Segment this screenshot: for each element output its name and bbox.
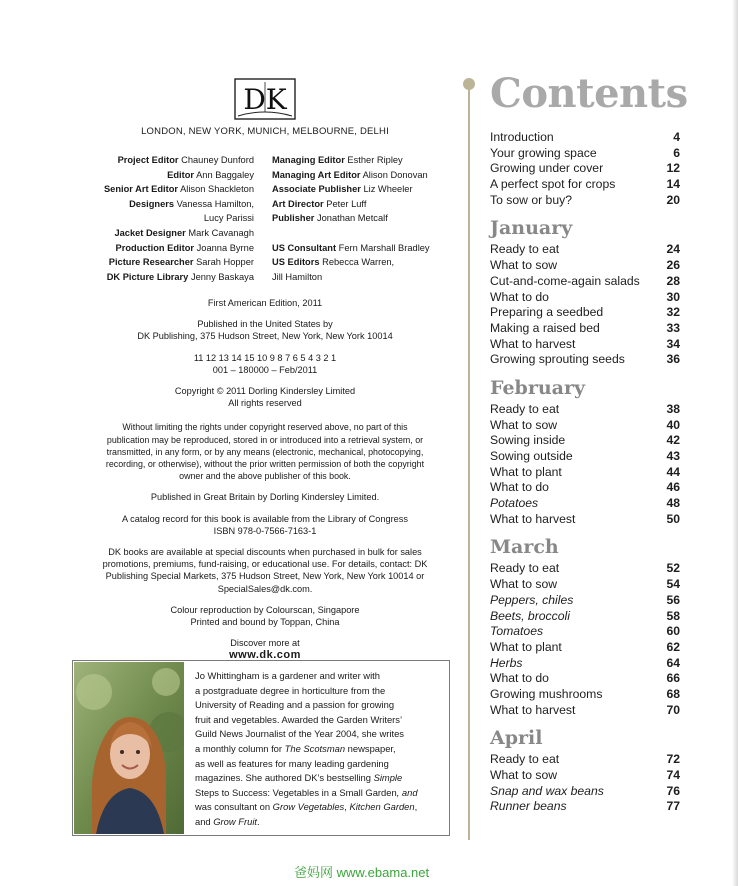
toc-entry-label: What to sow (490, 768, 558, 782)
credit-line (72, 270, 254, 285)
credit-name: Sarah Hopper (196, 257, 254, 268)
bio-title: Kitchen Garden (349, 801, 415, 813)
toc-entry[interactable] (490, 752, 680, 768)
credit-line (272, 226, 462, 241)
copyright-notice (72, 385, 458, 409)
toc-entry-label: Ready to eat (490, 242, 560, 257)
copyright-line: All rights reserved (228, 398, 302, 409)
dk-logo (234, 78, 296, 120)
toc-page-number: 26 (666, 258, 680, 273)
toc-page-number: 58 (666, 608, 680, 623)
toc-entry[interactable] (490, 656, 680, 672)
month-section (490, 726, 680, 815)
toc-entry-label: To sow or buy? (490, 192, 572, 207)
copyright-line: Copyright © 2011 Dorling Kindersley Limited (174, 386, 356, 397)
logo-text: DK (243, 83, 287, 116)
special-sales-line: DK books are available at special discounts when purchased in bulk for sales (108, 547, 422, 558)
credit-role: DK Picture Library (106, 271, 189, 282)
toc-entry-label: What to sow (490, 417, 558, 432)
toc-entry-label: What to harvest (490, 336, 576, 351)
author-bio-text (195, 669, 443, 830)
toc-entry-label: What to do (490, 671, 549, 686)
bio-line: and Grow Fruit. (195, 815, 260, 827)
toc-page-number: 12 (666, 161, 680, 176)
author-photo (74, 662, 184, 834)
toc-page-number: 32 (666, 305, 680, 320)
toc-entry-label: Making a raised bed (490, 320, 600, 335)
toc-entry-label: Sowing outside (490, 449, 573, 463)
credit-line (72, 241, 254, 256)
toc-page-number: 30 (666, 289, 680, 304)
toc-page-number: 62 (666, 639, 680, 654)
toc-entry[interactable] (490, 161, 680, 177)
credit-line (72, 211, 254, 226)
toc-page-number: 76 (666, 783, 680, 798)
rights-text (72, 421, 458, 482)
credit-line (72, 255, 254, 270)
credit-name: Peter Luff (326, 198, 367, 209)
toc-entry-label: What to sow (490, 258, 558, 273)
toc-entry-label: What to harvest (490, 702, 576, 717)
credit-role: Managing Art Editor (272, 169, 361, 180)
month-heading: April (490, 727, 543, 750)
credits-right-column (272, 153, 462, 284)
toc-entry-label: Sowing inside (490, 433, 566, 448)
toc-entry[interactable] (490, 593, 680, 609)
credit-line (272, 270, 462, 285)
toc-page-number: 36 (666, 352, 680, 367)
toc-entry[interactable] (490, 784, 680, 800)
bio-line: fruit and vegetables. Awarded the Garden Writers’ (195, 713, 403, 725)
toc-entry[interactable] (490, 480, 680, 496)
toc-entry[interactable] (490, 258, 680, 274)
credit-line (272, 182, 462, 197)
toc-entry[interactable] (490, 321, 680, 337)
bio-line: was consultant on Grow Vegetables, Kitchen Garden, (195, 801, 418, 813)
month-sections (490, 216, 680, 815)
month-heading: February (490, 376, 586, 399)
month-section (490, 535, 680, 718)
toc-entry[interactable] (490, 177, 680, 193)
rights-line: transmitted, in any form, or by any means (electronic, mechanical, photocopying, (106, 446, 424, 457)
month-heading: January (490, 217, 573, 240)
watermark: 爸妈网 www.ebama.net (294, 865, 430, 880)
rights-line: publication may be reproduced, stored in or introduced into a retrieval system, or (106, 434, 424, 445)
credit-role: Picture Researcher (108, 257, 194, 268)
bio-line: a monthly column for The Scotsman newspaper, (195, 742, 396, 754)
website-link[interactable]: www.dk.com (229, 649, 301, 662)
credit-line (272, 211, 462, 226)
toc-page-number: 14 (666, 177, 680, 192)
toc-entry[interactable] (490, 193, 680, 209)
toc-entry[interactable] (490, 687, 680, 703)
credit-role: US Editors (272, 257, 320, 268)
credit-role: US Consultant (272, 242, 337, 253)
published-gb: Published in Great Britain by Dorling Kindersley Limited. (150, 492, 380, 503)
toc-entry-label: Peppers, chiles (490, 592, 574, 607)
staff-credits (72, 153, 458, 283)
special-sales-line: promotions, premiums, fund-raising, or educational use. For details, contact: DK (102, 559, 428, 570)
bio-title: The Scotsman (284, 742, 346, 754)
toc-entry[interactable] (490, 624, 680, 640)
month-heading: March (490, 536, 559, 559)
credit-line (272, 241, 462, 256)
toc-page-number: 50 (666, 511, 680, 526)
credit-name: Fern Marshall Bradley (338, 242, 430, 253)
credit-role: Publisher (272, 213, 315, 224)
toc-entry[interactable] (490, 512, 680, 528)
credit-name: Vanessa Hamilton, (176, 198, 254, 209)
credit-name: Jonathan Metcalf (316, 213, 388, 224)
credits-left-column (72, 153, 254, 284)
toc-page-number: 28 (666, 273, 680, 288)
toc-entry-label: What to do (490, 480, 549, 495)
credit-role: Project Editor (117, 155, 179, 165)
credit-name: Ann Baggaley (196, 169, 254, 180)
discover-label: Discover more at (230, 638, 300, 649)
catalog-line: A catalog record for this book is available from the Library of Congress (122, 513, 408, 524)
divider-dot (463, 78, 475, 90)
toc-page-number: 48 (666, 496, 680, 511)
toc-entry-label: Runner beans (490, 799, 567, 814)
credit-line (72, 153, 254, 168)
toc-entry-label: Herbs (490, 655, 523, 670)
credit-name: Mark Cavanagh (188, 227, 254, 238)
printing-line: Printed and bound by Toppan, China (190, 617, 340, 628)
toc-entry[interactable] (490, 418, 680, 434)
toc-page-number: 34 (666, 336, 680, 351)
credit-name: Alison Donovan (362, 169, 428, 180)
special-sales-email: SpecialSales@dk.com. (217, 583, 313, 594)
toc-entry[interactable] (490, 799, 680, 815)
rights-line: Without limiting the rights under copyright reserved above, no part of this (122, 422, 408, 433)
credit-name: Rebecca Warren, (322, 257, 395, 268)
bio-title: Simple (373, 772, 403, 784)
special-sales (72, 546, 458, 595)
toc-entry-label: Introduction (490, 130, 554, 144)
author-bio-box (72, 660, 450, 836)
credit-role: Production Editor (115, 242, 195, 253)
toc-entry[interactable] (490, 402, 680, 418)
credit-line (72, 226, 254, 241)
imprint-column (72, 70, 458, 827)
month-section (490, 216, 680, 368)
credit-name: Liz Wheeler (363, 184, 413, 195)
toc-entry-label: Growing mushrooms (490, 686, 603, 701)
toc-page-number: 38 (666, 401, 680, 416)
credit-role: Senior Art Editor (103, 184, 179, 195)
edition-line: First American Edition, 2011 (207, 298, 323, 308)
credit-name: Esther Ripley (347, 155, 403, 165)
toc-entry[interactable] (490, 561, 680, 577)
toc-page-number: 4 (673, 130, 680, 144)
toc-entry[interactable] (490, 130, 680, 146)
toc-page-number: 44 (666, 464, 680, 479)
toc-page-number: 40 (666, 417, 680, 432)
toc-entry[interactable] (490, 352, 680, 368)
toc-entry-label: Your growing space (490, 145, 597, 160)
credit-line (272, 153, 462, 168)
toc-entry[interactable] (490, 703, 680, 719)
bio-line: University of Reading and a passion for growing (195, 699, 395, 711)
toc-entry[interactable] (490, 146, 680, 162)
credit-line (272, 197, 462, 212)
toc-entry-label: Ready to eat (490, 561, 560, 576)
toc-entry-label: What to sow (490, 577, 558, 592)
toc-page-number: 54 (666, 577, 680, 592)
bio-title: Grow Fruit (213, 815, 258, 827)
credit-role: Associate Publisher (272, 184, 361, 195)
bio-line: Jo Whittingham is a gardener and writer with (195, 670, 380, 681)
toc-entry-label: What to harvest (490, 511, 576, 526)
toc-entry-label: What to do (490, 289, 549, 304)
toc-entry[interactable] (490, 449, 680, 465)
bio-line: as well as features for many leading gardening (195, 757, 389, 769)
column-divider (468, 90, 470, 840)
toc-page-number: 56 (666, 592, 680, 607)
toc-entry-label: Cut-and-come-again salads (490, 273, 640, 288)
bio-title: , and (396, 786, 418, 798)
toc-entry-label: Snap and wax beans (490, 783, 604, 798)
bio-line: a postgraduate degree in horticulture from the (195, 684, 386, 696)
print-numbers (72, 352, 458, 376)
toc-page-number: 68 (666, 686, 680, 701)
toc-page-number: 20 (666, 192, 680, 207)
credit-name: Chauney Dunford (181, 155, 254, 165)
toc-entry[interactable] (490, 768, 680, 784)
toc-entry[interactable] (490, 305, 680, 321)
toc-page-number: 33 (666, 320, 680, 335)
published-us-line: DK Publishing, 375 Hudson Street, New York, New York 10014 (137, 331, 393, 342)
toc-page-number: 6 (673, 145, 680, 160)
toc-page-number: 46 (666, 480, 680, 495)
toc-page-number: 52 (666, 561, 680, 576)
toc-entry-label: Ready to eat (490, 752, 560, 767)
printing-line: Colour reproduction by Colourscan, Singapore (170, 604, 360, 615)
toc-page-number: 72 (666, 752, 680, 767)
toc-entry[interactable] (490, 337, 680, 353)
credit-line (272, 255, 462, 270)
rights-line: recording, or otherwise), without the prior written permission of both the copyright (105, 459, 425, 470)
print-run-line: 11 12 13 14 15 10 9 8 7 6 5 4 3 2 1 (193, 352, 337, 363)
contents-column (490, 70, 688, 815)
credit-name: Lucy Parissi (203, 213, 254, 224)
rights-line: owner and the above publisher of this book. (179, 471, 351, 482)
toc-entry-label: Tomatoes (490, 624, 544, 639)
toc-page-number: 43 (666, 449, 680, 463)
bio-line: Steps to Success: Vegetables in a Small Garden, and (195, 786, 418, 798)
toc-entry[interactable] (490, 274, 680, 290)
toc-entry-label: Growing sprouting seeds (490, 352, 625, 367)
toc-entry[interactable] (490, 609, 680, 625)
month-section (490, 376, 680, 528)
toc-entry-label: Growing under cover (490, 161, 604, 176)
intro-section (490, 130, 680, 208)
toc-page-number: 77 (666, 799, 680, 814)
toc-page-number: 42 (666, 433, 680, 448)
toc-entry[interactable] (490, 577, 680, 593)
credit-line (72, 168, 254, 183)
toc-page-number: 24 (666, 242, 680, 257)
contents-title: Contents (490, 70, 688, 117)
credit-line (72, 197, 254, 212)
credit-role: Designers (129, 198, 175, 209)
toc-page-number: 70 (666, 702, 680, 717)
toc-entry-label: Ready to eat (490, 401, 560, 416)
toc-entry-label: Preparing a seedbed (490, 305, 604, 320)
credit-role: Art Director (272, 198, 324, 209)
isbn: ISBN 978-0-7566-7163-1 (213, 525, 317, 536)
credit-name: Joanna Byrne (196, 242, 254, 253)
bio-line: Guild News Journalist of the Year 2004, she writes (195, 728, 404, 740)
catalog-record (72, 513, 458, 537)
credit-name: Alison Shackleton (180, 184, 254, 195)
special-sales-line: Publishing Special Markets, 375 Hudson Street, New York, New York 10014 or (105, 571, 425, 582)
toc-entry[interactable] (490, 496, 680, 512)
toc-entry-label: What to plant (490, 464, 562, 479)
credit-name: Jill Hamilton (272, 271, 323, 282)
credit-role: Editor (167, 169, 195, 180)
toc-entry[interactable] (490, 242, 680, 258)
toc-entry-label: Beets, broccoli (490, 608, 570, 623)
printing-credits (72, 604, 458, 628)
toc-entry[interactable] (490, 433, 680, 449)
toc-entry[interactable] (490, 671, 680, 687)
bio-title: Grow Vegetables (272, 801, 345, 813)
print-run-line: 001 – 180000 – Feb/2011 (212, 364, 318, 375)
toc-entry[interactable] (490, 640, 680, 656)
credit-role: Jacket Designer (114, 227, 186, 238)
toc-entry-label: What to plant (490, 639, 562, 654)
credit-line (72, 182, 254, 197)
published-us-line: Published in the United States by (197, 319, 333, 330)
toc-page-number: 74 (666, 768, 680, 782)
toc-page-number: 64 (666, 655, 680, 670)
credit-name: Jenny Baskaya (190, 271, 254, 282)
toc-entry[interactable] (490, 465, 680, 481)
credit-line (272, 168, 462, 183)
toc-page-number: 60 (666, 624, 680, 639)
bio-line: magazines. She authored DK’s bestselling Simple (195, 772, 403, 784)
page-edge (732, 0, 738, 886)
published-us (72, 318, 458, 342)
toc-entry-label: Potatoes (490, 496, 539, 511)
publisher-cities: LONDON, NEW YORK, MUNICH, MELBOURNE, DELHI (141, 126, 389, 137)
toc-entry[interactable] (490, 290, 680, 306)
credit-role: Managing Editor (272, 155, 345, 165)
toc-page-number: 66 (666, 671, 680, 686)
toc-entry-label: A perfect spot for crops (490, 177, 616, 192)
